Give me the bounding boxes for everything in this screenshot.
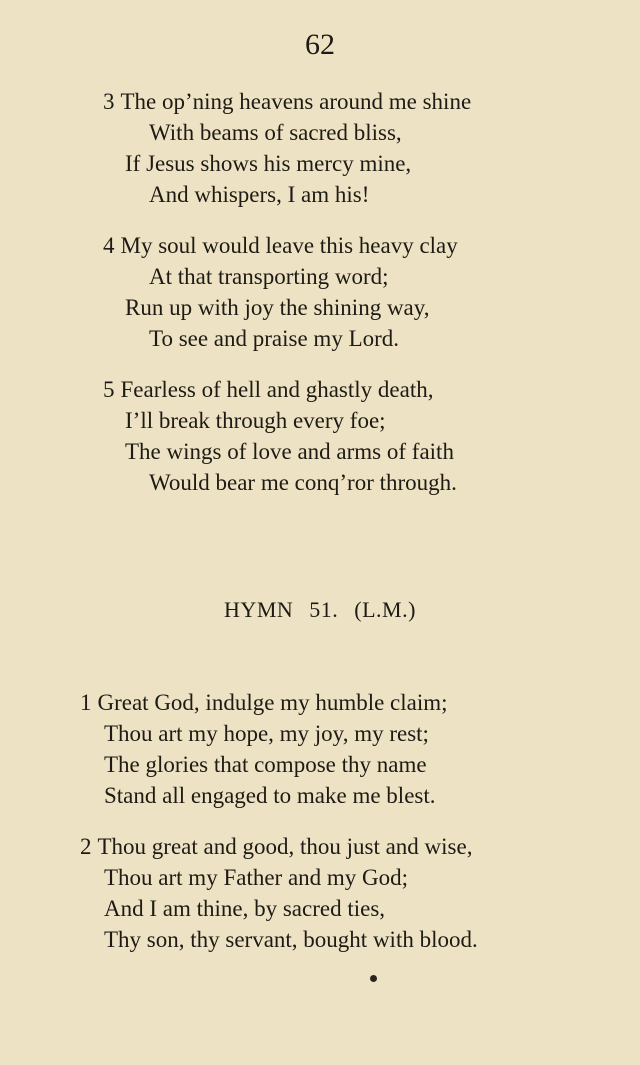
verse-line: Thou art my hope, my joy, my rest; <box>104 721 429 746</box>
verse-line: I’ll break through every foe; <box>125 408 386 433</box>
verse-line: With beams of sacred bliss, <box>149 120 402 145</box>
verse-line: Stand all engaged to make me blest. <box>104 783 436 808</box>
verse-line: At that transporting word; <box>149 264 389 289</box>
verse-line: 5 Fearless of hell and ghastly death, <box>103 374 457 405</box>
verse-line: The wings of love and arms of faith <box>125 439 454 464</box>
verse-line: And whispers, I am his! <box>149 182 370 207</box>
hymn-verse-1 <box>80 687 448 811</box>
verse-line: 4 My soul would leave this heavy clay <box>103 230 458 261</box>
verse-line: Thy son, thy servant, bought with blood. <box>104 927 478 952</box>
verse-number: 5 <box>103 377 115 402</box>
verse-line: 1 Great God, indulge my humble claim; <box>80 687 448 718</box>
verse-number: 4 <box>103 233 115 258</box>
verse-line: 3 The op’ning heavens around me shine <box>103 86 471 117</box>
hymn-title: HYMN 51. (L.M.) <box>224 597 416 622</box>
verse-line: The glories that compose thy name <box>104 752 427 777</box>
verse-line: Thou art my Father and my God; <box>104 865 409 890</box>
hymn-verse-2 <box>80 831 478 955</box>
verse-line: If Jesus shows his mercy mine, <box>125 151 412 176</box>
verse-5 <box>103 374 457 498</box>
page-number: 62 <box>305 28 335 61</box>
verse-number: 2 <box>80 834 92 859</box>
ink-dot <box>370 975 377 982</box>
verse-number: 1 <box>80 690 92 715</box>
verse-number: 3 <box>103 89 115 114</box>
verse-3 <box>103 86 471 210</box>
verse-4 <box>103 230 458 354</box>
verse-line: 2 Thou great and good, thou just and wise, <box>80 831 478 862</box>
verse-line: To see and praise my Lord. <box>149 326 400 351</box>
verse-line: Run up with joy the shining way, <box>125 295 430 320</box>
verse-line: Would bear me conq’ror through. <box>149 470 457 495</box>
verse-line: And I am thine, by sacred ties, <box>104 896 386 921</box>
